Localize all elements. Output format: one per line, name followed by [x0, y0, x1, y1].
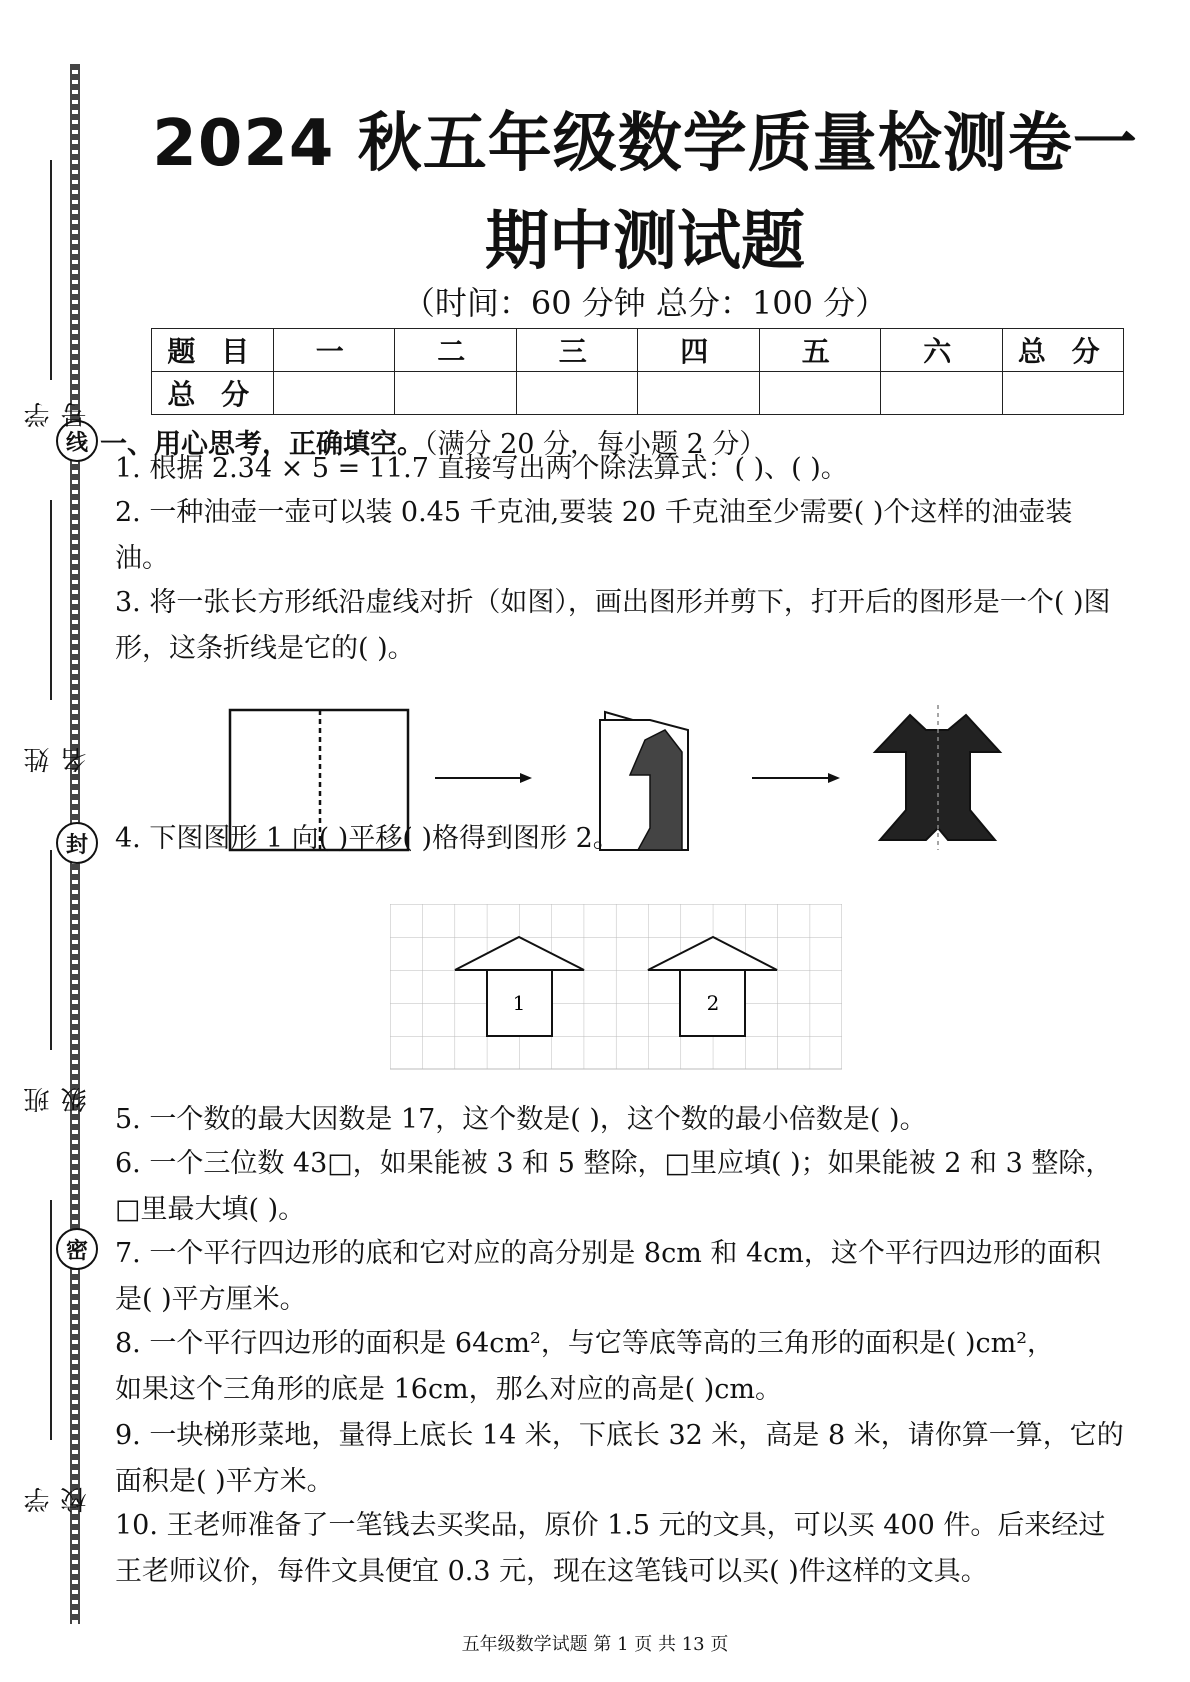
- score-entry[interactable]: [516, 372, 638, 415]
- question-2: 2. 一种油壶一壶可以装 0.45 千克油,要装 20 千克油至少需要( )个这样的油壶装油。: [115, 497, 1073, 574]
- section-title: 一、用心思考，正确填空。: [100, 429, 424, 460]
- question-7: 7. 一个平行四边形的底和它对应的高分别是 8cm 和 4cm，这个平行四边形的面积是( )平方厘米。: [115, 1238, 1101, 1315]
- question-10: 10. 王老师准备了一笔钱去买奖品，原价 1.5 元的文具，可以买 400 件。后来经过王老师议价，每件文具便宜 0.3 元，现在这笔钱可以买( )件这样的文具。: [115, 1510, 1106, 1587]
- score-cell: 四: [638, 329, 760, 372]
- class-line: [50, 850, 52, 1050]
- score-entry[interactable]: [881, 372, 1003, 415]
- score-table-score-row: [152, 372, 1124, 415]
- question-6: 6. 一个三位数 43□，如果能被 3 和 5 整除，□里应填( )；如果能被 2 和 3 整除，□里最大填( )。: [115, 1148, 1113, 1225]
- score-entry[interactable]: [759, 372, 881, 415]
- score-cell: 二: [395, 329, 517, 372]
- school-label: 学 校: [24, 1477, 91, 1513]
- score-cell: 一: [273, 329, 395, 372]
- question-8b: 如果这个三角形的底是 16cm，那么对应的高是( )cm。: [115, 1374, 783, 1405]
- student-id-label: 学 号: [24, 392, 91, 428]
- score-entry[interactable]: [273, 372, 395, 415]
- student-id-line: [50, 160, 52, 380]
- question-5: 5. 一个数的最大因数是 17，这个数是( )，这个数的最小倍数是( )。: [115, 1104, 927, 1135]
- name-line: [50, 500, 52, 700]
- score-cell: 六: [881, 329, 1003, 372]
- score-cell: 三: [516, 329, 638, 372]
- seal-mi: 密: [56, 1228, 98, 1270]
- section-note: （满分 20 分，每小题 2 分）: [424, 429, 767, 460]
- class-label: 班 级: [24, 1077, 91, 1113]
- page-footer: 五年级数学试题 第 1 页 共 13 页: [461, 1634, 729, 1655]
- question-3: 3. 将一张长方形纸沿虚线对折（如图），画出图形并剪下，打开后的图形是一个( )图形，这条折线是它的( )。: [115, 587, 1111, 664]
- question-1: 1. 根据 2.34 × 5 = 11.7 直接写出两个除法算式：( )、( )。: [115, 453, 848, 484]
- score-table: [151, 328, 1124, 415]
- question-8a: 8. 一个平行四边形的面积是 64cm²，与它等底等高的三角形的面积是( )cm²，: [115, 1328, 1055, 1359]
- translation-grid: [390, 904, 842, 1070]
- question-9: 9. 一块梯形菜地，量得上底长 14 米，下底长 32 米，高是 8 米，请你算一算，它的面积是( )平方米。: [115, 1420, 1124, 1497]
- exam-subtitle: 期中测试题: [485, 205, 805, 279]
- score-cell: 五: [759, 329, 881, 372]
- score-cell: 题 目: [152, 329, 274, 372]
- seal-feng: 封: [56, 822, 98, 864]
- name-label: 姓 名: [24, 737, 91, 773]
- score-entry[interactable]: [1002, 372, 1124, 415]
- score-entry[interactable]: [638, 372, 760, 415]
- exam-title: 2024 秋五年级数学质量检测卷一: [152, 107, 1138, 181]
- seal-xian: 线: [56, 420, 98, 462]
- question-4: 4. 下图图形 1 向( )平移( )格得到图形 2。: [115, 823, 620, 854]
- grid-background: [390, 904, 842, 1069]
- shape-1-label: 1: [512, 991, 526, 1015]
- binding-strip: [0, 0, 100, 1682]
- arrow-head-1: [520, 773, 532, 783]
- school-line: [50, 1200, 52, 1440]
- score-cell: 总 分: [1002, 329, 1124, 372]
- score-entry[interactable]: [395, 372, 517, 415]
- exam-time-score: （时间：60 分钟 总分：100 分）: [402, 284, 888, 322]
- score-table-header-row: [152, 329, 1124, 372]
- shape-2-label: 2: [706, 991, 720, 1015]
- arrow-head-2: [828, 773, 840, 783]
- score-cell: 总 分: [152, 372, 274, 415]
